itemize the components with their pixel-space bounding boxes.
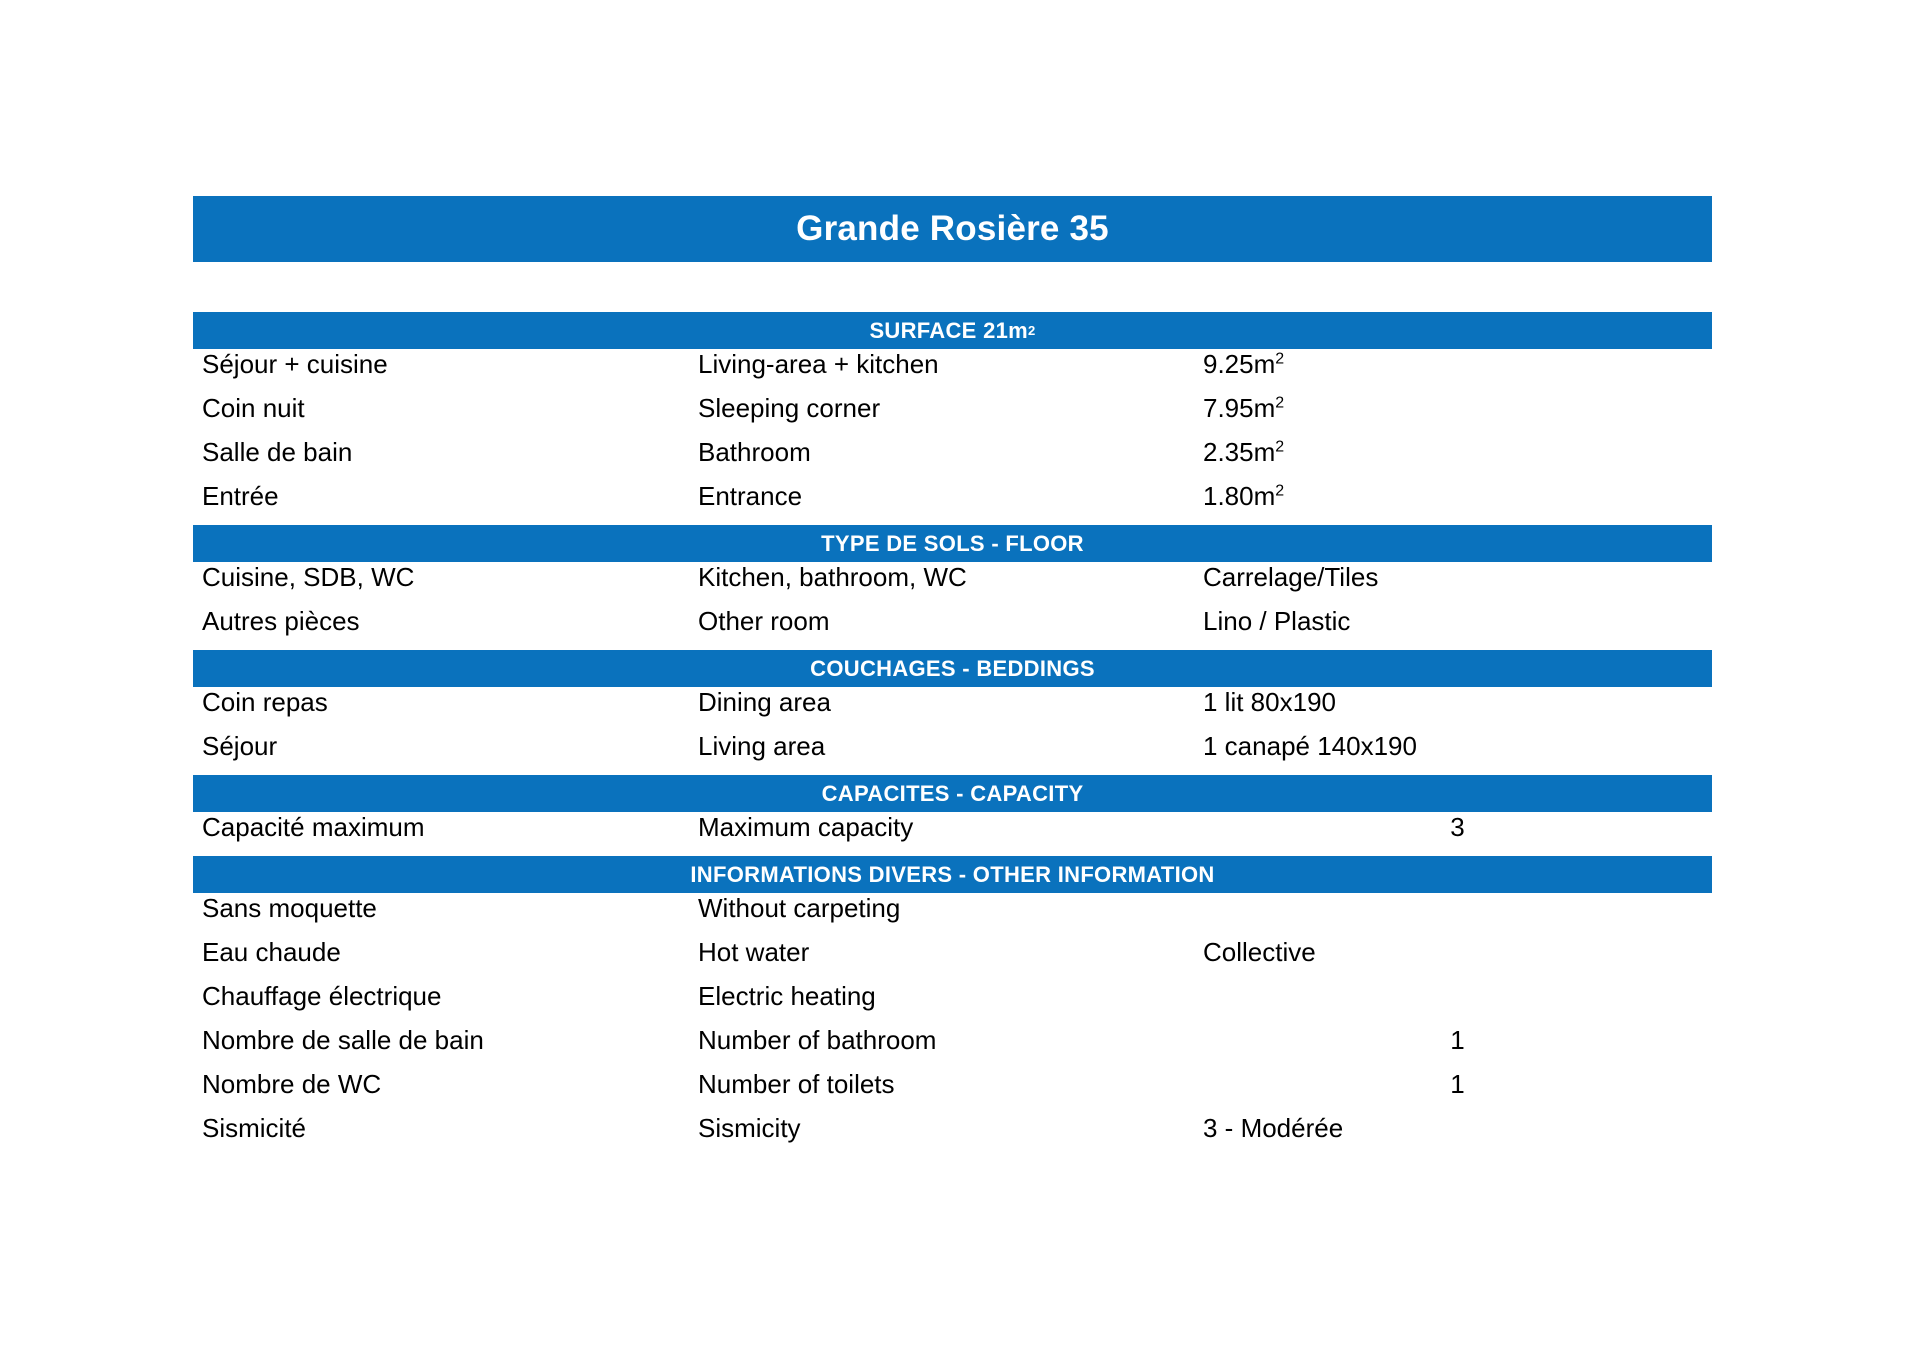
row-value-text: 1 bbox=[1450, 1069, 1465, 1099]
sections-container bbox=[193, 312, 1712, 1157]
row-value-text: 7.95m bbox=[1203, 393, 1276, 423]
row-label-fr: Salle de bain bbox=[202, 437, 353, 467]
title-spacer bbox=[193, 262, 1712, 312]
row-label-fr: Chauffage électrique bbox=[202, 981, 442, 1011]
table-row bbox=[193, 393, 1712, 437]
row-label-en: Dining area bbox=[698, 687, 831, 717]
section-heading bbox=[193, 650, 1712, 687]
row-value-text: 3 bbox=[1450, 812, 1465, 842]
row-value bbox=[1203, 481, 1712, 512]
section-rows bbox=[193, 349, 1712, 525]
row-value-superscript: 2 bbox=[1275, 350, 1285, 368]
row-value-text: 3 - Modérée bbox=[1203, 1113, 1344, 1143]
row-value bbox=[1203, 731, 1712, 762]
page-title-text: Grande Rosière 35 bbox=[796, 209, 1109, 248]
table-row bbox=[193, 1069, 1712, 1113]
row-label-en: Living-area + kitchen bbox=[698, 349, 939, 379]
row-label-en: Number of bathroom bbox=[698, 1025, 937, 1055]
row-value-superscript: 2 bbox=[1275, 438, 1285, 456]
section-heading-text: SURFACE 21m bbox=[869, 317, 1029, 343]
table-row bbox=[193, 687, 1712, 731]
row-label-en: Entrance bbox=[698, 481, 803, 511]
section-rows bbox=[193, 812, 1712, 856]
section-rows bbox=[193, 893, 1712, 1157]
row-label-fr: Coin repas bbox=[202, 687, 328, 717]
row-value-text: 1 lit 80x190 bbox=[1203, 687, 1336, 717]
row-value bbox=[1203, 562, 1712, 593]
row-value bbox=[1203, 937, 1712, 968]
section-heading bbox=[193, 856, 1712, 893]
page-title bbox=[193, 196, 1712, 262]
row-label-en: Sismicity bbox=[698, 1113, 801, 1143]
row-value bbox=[1203, 349, 1712, 380]
property-info-sheet bbox=[193, 196, 1712, 1157]
section-heading bbox=[193, 525, 1712, 562]
row-value-text: 2.35m bbox=[1203, 437, 1276, 467]
table-row bbox=[193, 937, 1712, 981]
row-label-en: Living area bbox=[698, 731, 826, 761]
row-label-en: Number of toilets bbox=[698, 1069, 895, 1099]
section-heading-text: INFORMATIONS DIVERS - OTHER INFORMATION bbox=[690, 861, 1215, 887]
row-value-text: 9.25m bbox=[1203, 349, 1276, 379]
row-label-fr: Sismicité bbox=[202, 1113, 307, 1143]
row-value bbox=[1203, 393, 1712, 424]
row-value bbox=[1203, 437, 1712, 468]
row-value-text: 1 bbox=[1450, 1025, 1465, 1055]
row-label-en: Maximum capacity bbox=[698, 812, 914, 842]
row-label-fr: Séjour + cuisine bbox=[202, 349, 388, 379]
row-value bbox=[1203, 687, 1712, 718]
section-rows bbox=[193, 562, 1712, 650]
row-label-fr: Autres pièces bbox=[202, 606, 360, 636]
row-value bbox=[1203, 812, 1712, 843]
table-row bbox=[193, 731, 1712, 775]
row-value bbox=[1203, 1069, 1712, 1100]
table-row bbox=[193, 893, 1712, 937]
row-value-text: Collective bbox=[1203, 937, 1316, 967]
table-row bbox=[193, 812, 1712, 856]
section-heading-text: TYPE DE SOLS - FLOOR bbox=[821, 530, 1084, 556]
table-row bbox=[193, 1113, 1712, 1157]
row-label-en: Without carpeting bbox=[698, 893, 901, 923]
table-row bbox=[193, 349, 1712, 393]
table-row bbox=[193, 562, 1712, 606]
row-label-fr: Entrée bbox=[202, 481, 279, 511]
row-value-text: Lino / Plastic bbox=[1203, 606, 1351, 636]
table-row bbox=[193, 606, 1712, 650]
row-label-fr: Sans moquette bbox=[202, 893, 377, 923]
table-row bbox=[193, 1025, 1712, 1069]
row-value-text: 1 canapé 140x190 bbox=[1203, 731, 1417, 761]
row-value bbox=[1203, 1113, 1712, 1144]
section-heading: SURFACE 21m 2 bbox=[193, 312, 1712, 349]
row-label-en: Hot water bbox=[698, 937, 810, 967]
row-label-fr: Cuisine, SDB, WC bbox=[202, 562, 415, 592]
row-label-fr: Eau chaude bbox=[202, 937, 341, 967]
row-label-en: Kitchen, bathroom, WC bbox=[698, 562, 967, 592]
section-heading-text: CAPACITES - CAPACITY bbox=[821, 780, 1084, 806]
row-label-fr: Coin nuit bbox=[202, 393, 305, 423]
row-value-superscript: 2 bbox=[1275, 482, 1285, 500]
section-heading bbox=[193, 775, 1712, 812]
row-label-en: Sleeping corner bbox=[698, 393, 881, 423]
row-label-en: Electric heating bbox=[698, 981, 876, 1011]
section-rows bbox=[193, 687, 1712, 775]
row-value-text: Carrelage/Tiles bbox=[1203, 562, 1379, 592]
row-label-fr: Capacité maximum bbox=[202, 812, 425, 842]
row-label-en: Bathroom bbox=[698, 437, 811, 467]
row-value bbox=[1203, 606, 1712, 637]
table-row bbox=[193, 981, 1712, 1025]
section-heading-text: COUCHAGES - BEDDINGS bbox=[810, 655, 1095, 681]
row-value-text: 1.80m bbox=[1203, 481, 1276, 511]
row-label-fr: Nombre de salle de bain bbox=[202, 1025, 484, 1055]
table-row bbox=[193, 437, 1712, 481]
row-value bbox=[1203, 1025, 1712, 1056]
row-label-en: Other room bbox=[698, 606, 830, 636]
row-label-fr: Séjour bbox=[202, 731, 278, 761]
table-row bbox=[193, 481, 1712, 525]
row-value-superscript: 2 bbox=[1275, 394, 1285, 412]
row-label-fr: Nombre de WC bbox=[202, 1069, 382, 1099]
